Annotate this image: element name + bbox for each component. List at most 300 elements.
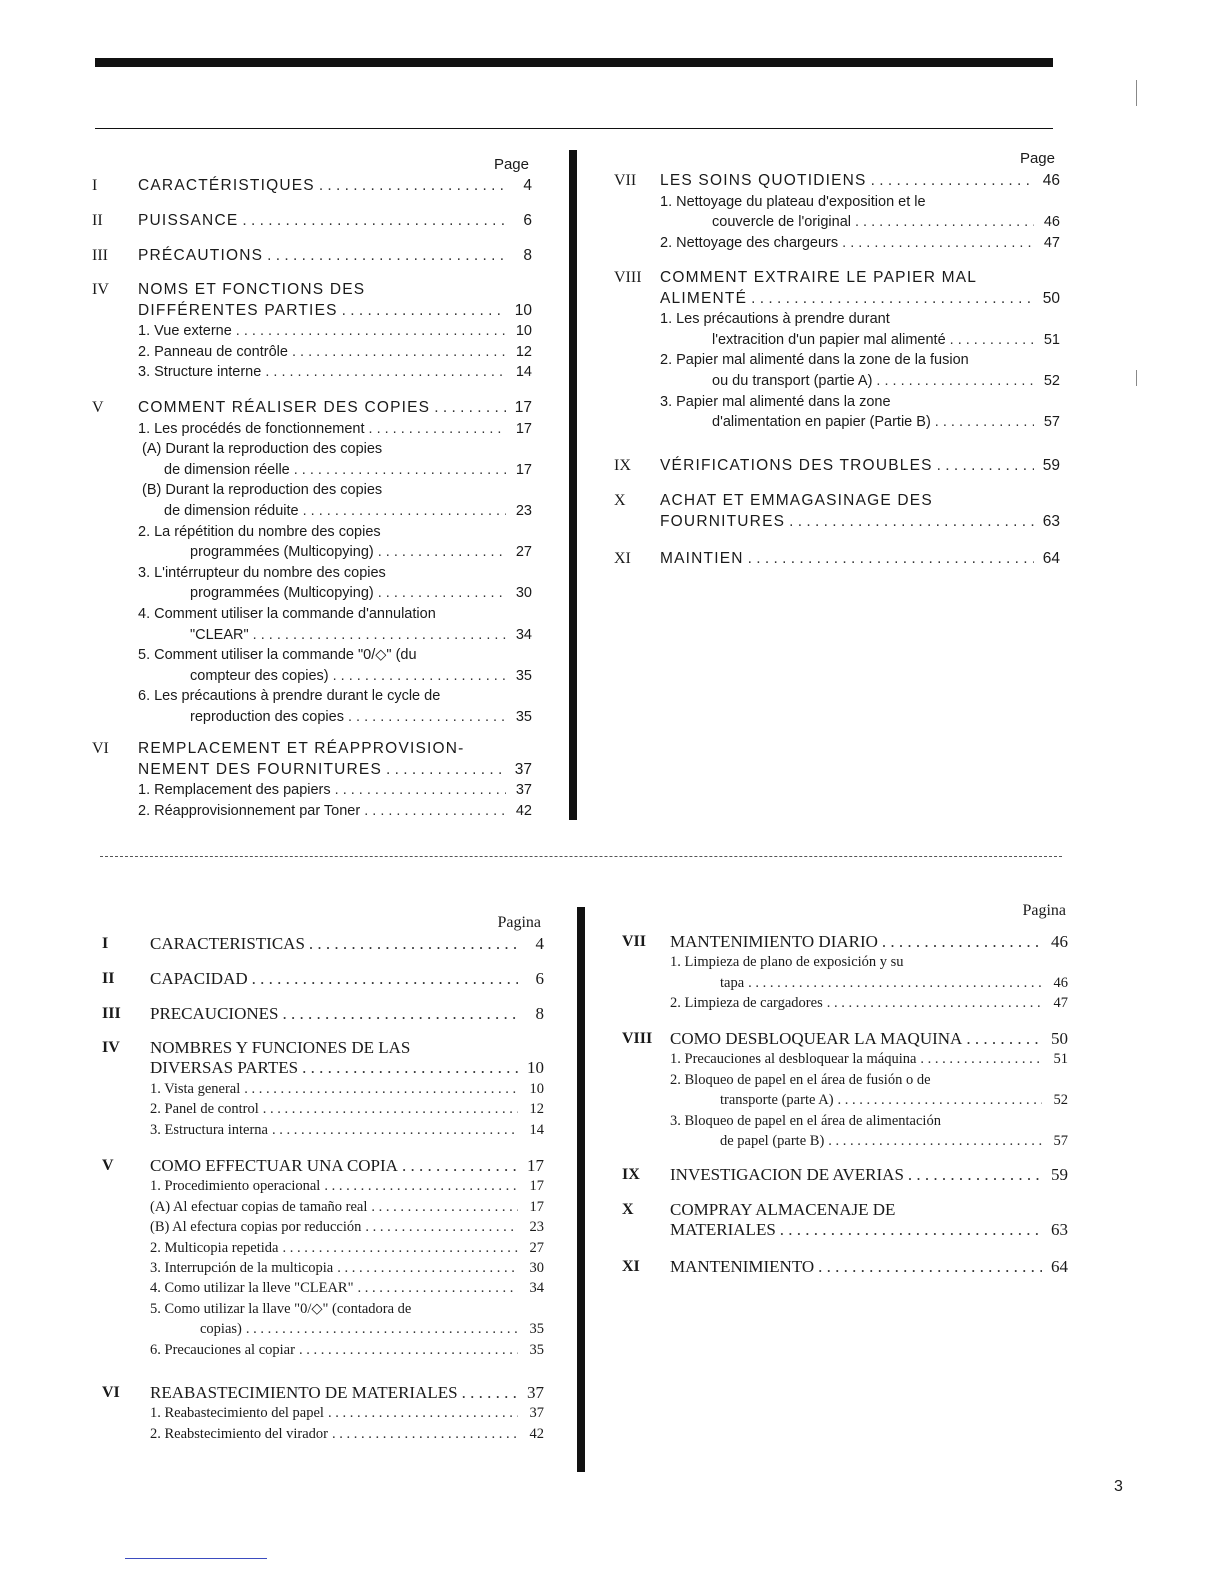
entry-title: 3. Estructura interna (150, 1121, 268, 1138)
dot-leader (842, 233, 1034, 254)
entry-title: de dimension réduite (164, 502, 299, 519)
dot-leader (818, 1257, 1042, 1278)
page-ref: 17 (515, 461, 532, 478)
entry-title: 6. Precauciones al copiar (150, 1341, 295, 1358)
entry-title: copias) (200, 1321, 242, 1338)
entry-title: 2. Nettoyage des chargeurs (660, 234, 839, 251)
chapter-numeral: I (102, 935, 109, 952)
toc-subentry-line (660, 330, 1060, 351)
entry-title: 6. Les précautions à prendre durant le cycle de (138, 688, 441, 705)
entry-title: 1. Remplacement des papiers (138, 782, 331, 799)
page-ref: 64 (1051, 1257, 1068, 1276)
entry-title: COMO EFFECTUAR UNA COPIA (150, 1156, 398, 1175)
dot-leader (265, 362, 506, 383)
entry-title: 1. Precauciones al desbloquear la máquina (670, 1051, 917, 1068)
page-ref: 42 (515, 802, 532, 819)
page-ref: 12 (529, 1101, 544, 1118)
toc-subentry-line (138, 362, 532, 383)
page-ref: 17 (529, 1178, 544, 1195)
column-separator-bottom (577, 907, 585, 1472)
toc-entry-line (660, 491, 1060, 512)
toc-subentry-line (660, 392, 1060, 413)
entry-title: COMMENT RÉALISER DES COPIES (138, 399, 431, 416)
dot-leader (369, 419, 506, 440)
entry-title: 1. Vue externe (138, 323, 232, 340)
entry-title: 3. Structure interne (138, 364, 262, 381)
dot-leader (378, 542, 506, 563)
dot-leader (328, 1403, 518, 1424)
dot-leader (244, 1079, 518, 1100)
toc-subentry-line (670, 952, 1068, 972)
dot-leader (828, 1131, 1042, 1152)
entry-title: transporte (parte A) (720, 1092, 834, 1109)
entry-title: programmées (Multicopying) (190, 544, 374, 561)
fr-left-page-label: Page (493, 156, 529, 173)
toc-subentry-line (138, 501, 532, 522)
dot-leader (935, 412, 1034, 433)
dot-leader (337, 1258, 518, 1279)
entry-title: NOMS ET FONCTIONS DES (138, 281, 366, 298)
toc-entry-line (138, 398, 532, 419)
toc-subentry-line (150, 1403, 544, 1423)
entry-title: d'alimentation en papier (Partie B) (712, 414, 931, 431)
page-ref: 4 (523, 177, 532, 194)
toc-subentry-line (138, 321, 532, 342)
entry-title: reproduction des copies (190, 708, 344, 725)
toc-entry-line (670, 1257, 1068, 1277)
chapter-numeral: X (614, 492, 626, 509)
chapter-numeral: VI (92, 740, 109, 757)
toc-subentry-line (138, 342, 532, 363)
page-ref: 30 (529, 1259, 544, 1276)
entry-title: REMPLACEMENT ET RÉAPPROVISION- (138, 740, 465, 757)
chapter-numeral: XI (614, 550, 631, 567)
page-ref: 10 (529, 1080, 544, 1097)
toc-subentry-line (150, 1217, 544, 1237)
entry-title: 3. Papier mal alimenté dans la zone (660, 393, 891, 410)
toc-entry-line (670, 1200, 1068, 1220)
dot-leader (309, 934, 518, 955)
dot-leader (332, 1424, 518, 1445)
entry-title: 1. Procedimiento operacional (150, 1178, 321, 1195)
entry-title: 5. Como utilizar la llave "0/◇" (contadora de (150, 1300, 412, 1317)
page-ref: 14 (515, 364, 532, 381)
dot-leader (789, 512, 1034, 533)
page-ref: 30 (515, 585, 532, 602)
toc-entry-line (660, 171, 1060, 192)
dot-leader (838, 1090, 1042, 1111)
toc-subentry-line (150, 1197, 544, 1217)
entry-title: NEMENT DES FOURNITURES (138, 760, 382, 778)
toc-subentry-line (660, 412, 1060, 433)
page-ref: 46 (1043, 214, 1060, 231)
entry-title: PRECAUCIONES (150, 1004, 279, 1023)
entry-title: (B) Al efectura copias por reducción (150, 1219, 362, 1236)
page-ref: 52 (1053, 1092, 1068, 1109)
entry-title: ou du transport (partie A) (712, 372, 873, 389)
entry-title: (A) Al efectuar copias de tamaño real (150, 1198, 368, 1215)
page-ref: 46 (1053, 974, 1068, 991)
toc-entry-line (150, 1058, 544, 1078)
toc-subentry-line (138, 563, 532, 584)
dot-leader (908, 1165, 1042, 1186)
toc-subentry-line (138, 542, 532, 563)
page-ref: 17 (515, 420, 532, 437)
dot-leader (294, 460, 506, 481)
toc-entry-line (138, 760, 532, 781)
toc-subentry-line (138, 460, 532, 481)
toc-subentry-line (150, 1258, 544, 1278)
entry-title: ACHAT ET EMMAGASINAGE DES (660, 492, 933, 509)
toc-subentry-line (138, 666, 532, 687)
chapter-numeral: IV (92, 281, 109, 298)
entry-title: ALIMENTÉ (660, 289, 748, 307)
dot-leader (827, 993, 1042, 1014)
page-ref: 27 (529, 1239, 544, 1256)
toc-entry-line (138, 301, 532, 322)
toc-entry-line (660, 549, 1060, 570)
dot-leader (282, 1238, 518, 1259)
page-ref: 57 (1043, 414, 1060, 431)
page-ref: 14 (529, 1121, 544, 1138)
page-ref: 63 (1051, 1220, 1068, 1240)
chapter-numeral: X (622, 1201, 634, 1218)
dot-leader (335, 780, 506, 801)
page-ref: 59 (1042, 457, 1060, 474)
page-ref: 37 (515, 782, 532, 799)
dot-leader (920, 1049, 1042, 1070)
entry-title: couvercle de l'original (712, 214, 851, 231)
entry-title: programmées (Multicopying) (190, 585, 374, 602)
entry-title: 2. La répétition du nombre des copies (138, 523, 381, 540)
entry-title: CARACTÉRISTIQUES (138, 177, 315, 194)
entry-title: 3. L'intérrupteur du nombre des copies (138, 564, 386, 581)
page-ref: 50 (1051, 1029, 1068, 1048)
entry-title: MANTENIMIENTO (670, 1257, 815, 1276)
dot-leader (378, 583, 506, 604)
section-divider (100, 856, 1062, 857)
page-ref: 23 (529, 1219, 544, 1236)
dot-leader (950, 330, 1034, 351)
entry-title: COMO DESBLOQUEAR LA MAQUINA (670, 1029, 963, 1048)
page-ref: 51 (1053, 1051, 1068, 1068)
page-ref: 10 (514, 301, 532, 319)
dot-leader (253, 625, 506, 646)
toc-entry-line (670, 1220, 1068, 1240)
toc-entry-line (150, 1004, 544, 1024)
top-thin-rule (95, 128, 1053, 129)
entry-title: 2. Panneau de contrôle (138, 343, 288, 360)
toc-entry-line (138, 739, 532, 760)
page-ref: 51 (1043, 331, 1060, 348)
entry-title: CARACTERISTICAS (150, 934, 305, 953)
toc-subentry-line (150, 1238, 544, 1258)
page-ref: 34 (529, 1280, 544, 1297)
toc-subentry-line (660, 192, 1060, 213)
chapter-numeral: VII (614, 172, 637, 189)
page-ref: 17 (514, 399, 532, 416)
entry-title: FOURNITURES (660, 512, 786, 530)
toc-subentry-line (150, 1424, 544, 1444)
page-ref: 46 (1042, 172, 1060, 189)
toc-entry-line (138, 211, 532, 232)
entry-title: CAPACIDAD (150, 969, 248, 988)
toc-entry-line (660, 289, 1060, 310)
chapter-numeral: VIII (622, 1030, 653, 1047)
entry-title: 1. Reabastecimiento del papel (150, 1405, 324, 1422)
chapter-numeral: VII (622, 933, 647, 950)
dot-leader (937, 456, 1034, 477)
top-thick-rule (95, 58, 1053, 67)
page-number: 3 (1114, 1478, 1123, 1495)
entry-title: 4. Como utilizar la lleve "CLEAR" (150, 1280, 354, 1297)
dot-leader (371, 1197, 518, 1218)
entry-title: VÉRIFICATIONS DES TROUBLES (660, 457, 933, 474)
entry-title: DIVERSAS PARTES (150, 1058, 299, 1078)
toc-subentry-line (138, 480, 532, 501)
toc-entry-line (150, 1156, 544, 1176)
entry-title: tapa (720, 974, 745, 991)
page-ref: 46 (1051, 932, 1068, 951)
dot-leader (282, 1004, 518, 1025)
dot-leader (748, 549, 1034, 570)
toc-subentry-line (660, 233, 1060, 254)
entry-title: NOMBRES Y FUNCIONES DE LAS (150, 1038, 411, 1057)
column-separator-top (569, 150, 577, 820)
entry-title: 3. Interrupción de la multicopia (150, 1259, 334, 1276)
entry-title: 2. Papier mal alimenté dans la zone de la fusion (660, 352, 969, 369)
toc-subentry-line (138, 801, 532, 822)
dot-leader (303, 501, 506, 522)
dot-leader (236, 321, 506, 342)
dot-leader (855, 212, 1034, 233)
entry-title: DIFFÉRENTES PARTIES (138, 301, 338, 319)
entry-title: 4. Comment utiliser la commande d'annulation (138, 605, 436, 622)
chapter-numeral: IV (102, 1039, 120, 1056)
toc-entry-line (660, 512, 1060, 533)
dot-leader (386, 760, 506, 781)
dot-leader (358, 1278, 518, 1299)
toc-entry-line (660, 456, 1060, 477)
chapter-numeral: VI (102, 1384, 120, 1401)
toc-entry-line (670, 932, 1068, 952)
dot-leader (299, 1340, 518, 1361)
chapter-numeral: IX (622, 1166, 640, 1183)
toc-subentry-line (138, 780, 532, 801)
dot-leader (302, 1058, 518, 1079)
page-ref: 8 (523, 247, 532, 264)
page-ref: 42 (529, 1425, 544, 1442)
dot-leader (434, 398, 506, 419)
entry-title: 3. Bloqueo de papel en el área de alimentación (670, 1112, 941, 1129)
dot-leader (263, 1099, 518, 1120)
chapter-numeral: XI (622, 1258, 640, 1275)
page-ref: 8 (535, 1004, 544, 1023)
chapter-numeral: I (92, 177, 98, 194)
toc-entry-line (670, 1029, 1068, 1049)
chapter-numeral: III (102, 1005, 121, 1022)
entry-title: MATERIALES (670, 1220, 776, 1240)
dot-leader (780, 1220, 1042, 1241)
entry-title: compteur des copies) (190, 667, 329, 684)
page-ref: 6 (535, 969, 544, 988)
entry-title: INVESTIGACION DE AVERIAS (670, 1165, 904, 1184)
page-ref: 52 (1043, 372, 1060, 389)
dot-leader (364, 801, 506, 822)
page-ref: 35 (515, 708, 532, 725)
chapter-numeral: II (92, 212, 103, 229)
toc-subentry-line (660, 309, 1060, 330)
page-ref: 37 (527, 1383, 544, 1402)
entry-title: MANTENIMIENTO DIARIO (670, 932, 878, 951)
es-left-page-label: Pagina (497, 914, 541, 931)
toc-subentry-line (138, 439, 532, 460)
page-ref: 63 (1042, 512, 1060, 530)
dot-leader (272, 1120, 518, 1141)
page-ref: 47 (1043, 234, 1060, 251)
dot-leader (319, 176, 506, 197)
toc-entry-line (150, 1383, 544, 1403)
toc-subentry-line (138, 604, 532, 625)
toc-entry-line (150, 934, 544, 954)
toc-subentry-line (138, 419, 532, 440)
toc-subentry-line (150, 1278, 544, 1298)
entry-title: 1. Nettoyage du plateau d'exposition et le (660, 193, 926, 210)
margin-mark (1136, 80, 1137, 106)
toc-entry-line (150, 969, 544, 989)
dot-leader (402, 1156, 518, 1177)
entry-title: 1. Les procédés de fonctionnement (138, 420, 365, 437)
dot-leader (242, 211, 506, 232)
dot-leader (252, 969, 518, 990)
page-ref: 10 (527, 1058, 544, 1078)
toc-entry-line (150, 1038, 544, 1058)
chapter-numeral: III (92, 247, 108, 264)
dot-leader (246, 1319, 518, 1340)
toc-subentry-line (150, 1340, 544, 1360)
toc-entry-line (660, 268, 1060, 289)
dot-leader (342, 301, 506, 322)
page-ref: 17 (527, 1156, 544, 1175)
toc-subentry-line (138, 686, 532, 707)
entry-title: PRÉCAUTIONS (138, 247, 264, 264)
entry-title: 2. Reabstecimiento del virador (150, 1425, 328, 1442)
page-ref: 37 (514, 760, 532, 778)
page-ref: 35 (529, 1341, 544, 1358)
toc-subentry-line (660, 371, 1060, 392)
page-ref: 50 (1042, 289, 1060, 307)
dot-leader (267, 246, 506, 267)
entry-title: 2. Panel de control (150, 1101, 259, 1118)
toc-subentry-line (138, 645, 532, 666)
dot-leader (348, 707, 506, 728)
toc-subentry-line (138, 583, 532, 604)
toc-subentry-line (670, 973, 1068, 993)
entry-title: 2. Bloqueo de papel en el área de fusión o de (670, 1071, 931, 1088)
fr-right-page-label: Page (1019, 150, 1055, 167)
chapter-numeral: V (102, 1157, 114, 1174)
toc-subentry-line (150, 1099, 544, 1119)
toc-subentry-line (670, 1049, 1068, 1069)
entry-title: (B) Durant la reproduction des copies (142, 482, 383, 499)
toc-entry-line (138, 176, 532, 197)
dot-leader (365, 1217, 518, 1238)
page-ref: 27 (515, 544, 532, 561)
dot-leader (462, 1383, 518, 1404)
dot-leader (882, 932, 1042, 953)
dot-leader (324, 1176, 518, 1197)
chapter-numeral: IX (614, 457, 631, 474)
entry-title: (A) Durant la reproduction des copies (142, 441, 383, 458)
entry-title: REABASTECIMIENTO DE MATERIALES (150, 1383, 458, 1402)
entry-title: 1. Les précautions à prendre durant (660, 311, 890, 328)
dot-leader (292, 342, 506, 363)
toc-subentry-line (150, 1176, 544, 1196)
toc-subentry-line (670, 1131, 1068, 1151)
entry-title: l'extracition d'un papier mal alimenté (712, 331, 946, 348)
toc-subentry-line (150, 1319, 544, 1339)
toc-subentry-line (660, 350, 1060, 371)
entry-title: 2. Limpieza de cargadores (670, 995, 823, 1012)
toc-subentry-line (670, 993, 1068, 1013)
es-right-page-label: Pagina (1022, 902, 1066, 919)
page-ref: 34 (515, 626, 532, 643)
entry-title: COMPRAY ALMACENAJE DE (670, 1200, 896, 1219)
margin-mark (1136, 370, 1137, 386)
entry-title: de dimension réelle (164, 461, 290, 478)
chapter-numeral: V (92, 399, 104, 416)
toc-subentry-line (150, 1299, 544, 1319)
dot-leader (748, 973, 1042, 994)
page-ref: 17 (529, 1198, 544, 1215)
entry-title: COMMENT EXTRAIRE LE PAPIER MAL (660, 269, 978, 286)
toc-subentry-line (670, 1111, 1068, 1131)
dot-leader (966, 1029, 1042, 1050)
toc-subentry-line (660, 212, 1060, 233)
page-ref: 12 (515, 343, 532, 360)
dot-leader (876, 371, 1034, 392)
entry-title: 5. Comment utiliser la commande "0/◇" (du (138, 647, 417, 664)
page-ref: 37 (529, 1405, 544, 1422)
entry-title: 1. Limpieza de plano de exposición y su (670, 954, 904, 971)
page-ref: 64 (1042, 550, 1060, 567)
page-ref: 35 (515, 667, 532, 684)
chapter-numeral: II (102, 970, 115, 987)
toc-subentry-line (138, 522, 532, 543)
footer-rule (125, 1558, 267, 1559)
page-ref: 6 (523, 212, 532, 229)
page-ref: 10 (515, 323, 532, 340)
entry-title: MAINTIEN (660, 550, 744, 567)
page-ref: 23 (515, 502, 532, 519)
entry-title: 1. Vista general (150, 1080, 241, 1097)
page-ref: 57 (1053, 1132, 1068, 1149)
dot-leader (333, 666, 506, 687)
page-ref: 35 (529, 1321, 544, 1338)
toc-subentry-line (670, 1090, 1068, 1110)
entry-title: de papel (parte B) (720, 1132, 825, 1149)
page-ref: 4 (535, 934, 544, 953)
toc-subentry-line (138, 707, 532, 728)
page-ref: 47 (1053, 995, 1068, 1012)
toc-entry-line (670, 1165, 1068, 1185)
toc-subentry-line (138, 625, 532, 646)
entry-title: LES SOINS QUOTIDIENS (660, 172, 867, 189)
dot-leader (751, 289, 1034, 310)
toc-subentry-line (670, 1070, 1068, 1090)
chapter-numeral: VIII (614, 269, 642, 286)
toc-subentry-line (150, 1079, 544, 1099)
